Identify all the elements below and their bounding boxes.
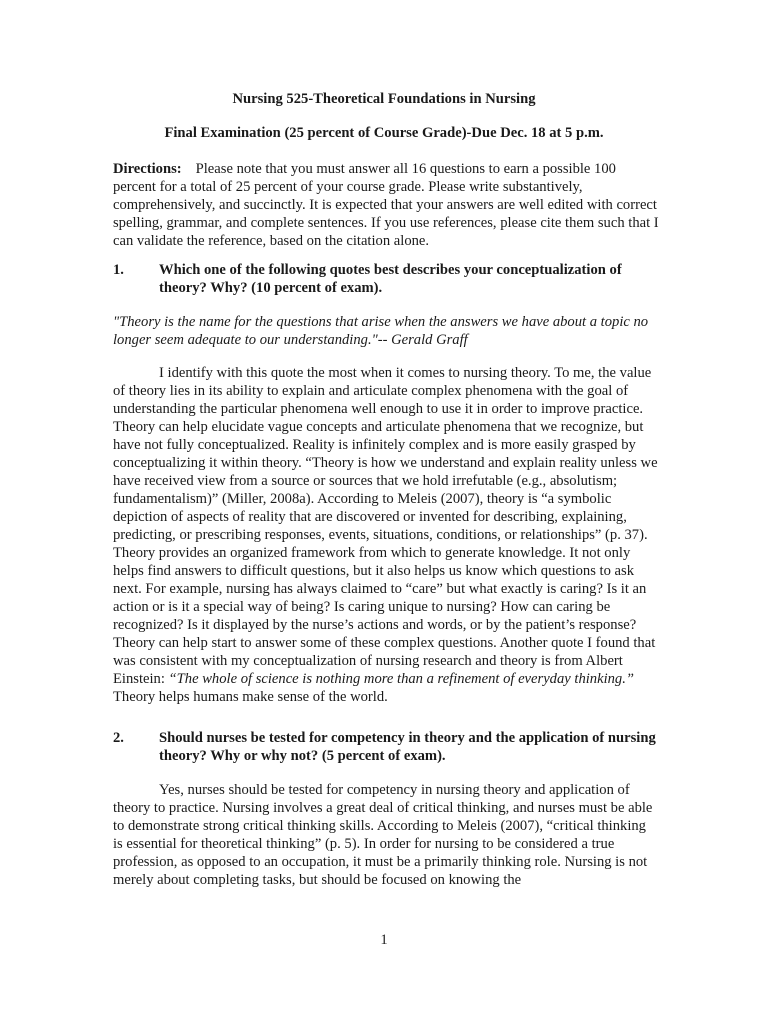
directions-paragraph [113,160,659,250]
answer-1-main: I identify with this quote the most when it comes to nursing theory. To me, the value of theory lies in its ability to explain and articulate complex phenomena with the goal of understanding the particular phenomena well enough to use it in order to improve practice. Theory can help elucidate vague concepts and articulate phenomena that we recognize, but have not fully conceptualized. Reality is infinitely complex and is more easily grasped by conceptualizing it within theory. “Theory is how we understand and explain reality unless we have received view from a source or sources that we hold irrefutable (e.g., absolutism; fundamentalism)” (Miller, 2008a). According to Meleis (2007), theory is “a symbolic depiction of aspects of reality that are discovered or invented for describing, explaining, predicting, or prescribing responses, events, situations, conditions, or relationships” (p. 37). Theory provides an organized framework from which to generate knowledge. It not only helps find answers to difficult questions, but it also helps us know which questions to ask next. For example, nursing has always claimed to “care” but what exactly is caring? Is it an action or is it a special way of being? Is caring unique to nursing? How can caring be recognized? Is it displayed by the nurse’s actions and words, or by the patient’s response? Theory can help start to answer some of these complex questions. Another quote I found that was consistent with my conceptualization of nursing research and theory is from Albert Einstein: [113,365,658,687]
page-number: 1 [380,932,388,948]
answer-1-einstein-quote: “The whole of science is nothing more than a refinement of everyday thinking.” [168,671,634,687]
question-number: 1. [113,262,124,278]
answer-1 [113,364,659,706]
quote-gerald-graff: "Theory is the name for the questions that arise when the answers we have about a topic no longer seem adequate to our understanding."-- Gerald Graff [113,314,649,348]
question-text: Should nurses be tested for competency in theory and the application of nursing theory? Why or why not? (5 percent of exam). [159,730,656,764]
directions-text: Please note that you must answer all 16 questions to earn a possible 100 percent for a total of 25 percent of your course grade. Please write substantively, comprehensively, and succinctly. It is expected that your answers are well edited with correct spelling, grammar, and complete sentences. If you use references, please cite them such that I can validate the reference, based on the citation alone. [113,161,659,249]
document-title: Nursing 525-Theoretical Foundations in Nursing [232,91,536,107]
question-2 [113,729,659,765]
document-subtitle: Final Examination (25 percent of Course Grade)-Due Dec. 18 at 5 p.m. [164,125,604,141]
question-text: Which one of the following quotes best describes your conceptualization of theory? Why? (10 percent of exam). [159,262,622,296]
answer-2 [113,781,659,889]
answer-1-end: Theory helps humans make sense of the world. [113,689,388,705]
directions-label: Directions: [113,161,182,177]
question-1 [113,261,659,297]
answer-2-main: Yes, nurses should be tested for competency in nursing theory and application of theory to practice. Nursing involves a great deal of critical thinking, and nurses must be able to demonstrate strong critical thinking skills. According to Meleis (2007), “critical thinking is essential for theoretical thinking” (p. 5). In order for nursing to be considered a true profession, as opposed to an occupation, it must be a primarily thinking role. Nursing is not merely about completing tasks, but should be focused on knowing the [113,782,653,888]
question-number: 2. [113,730,124,746]
